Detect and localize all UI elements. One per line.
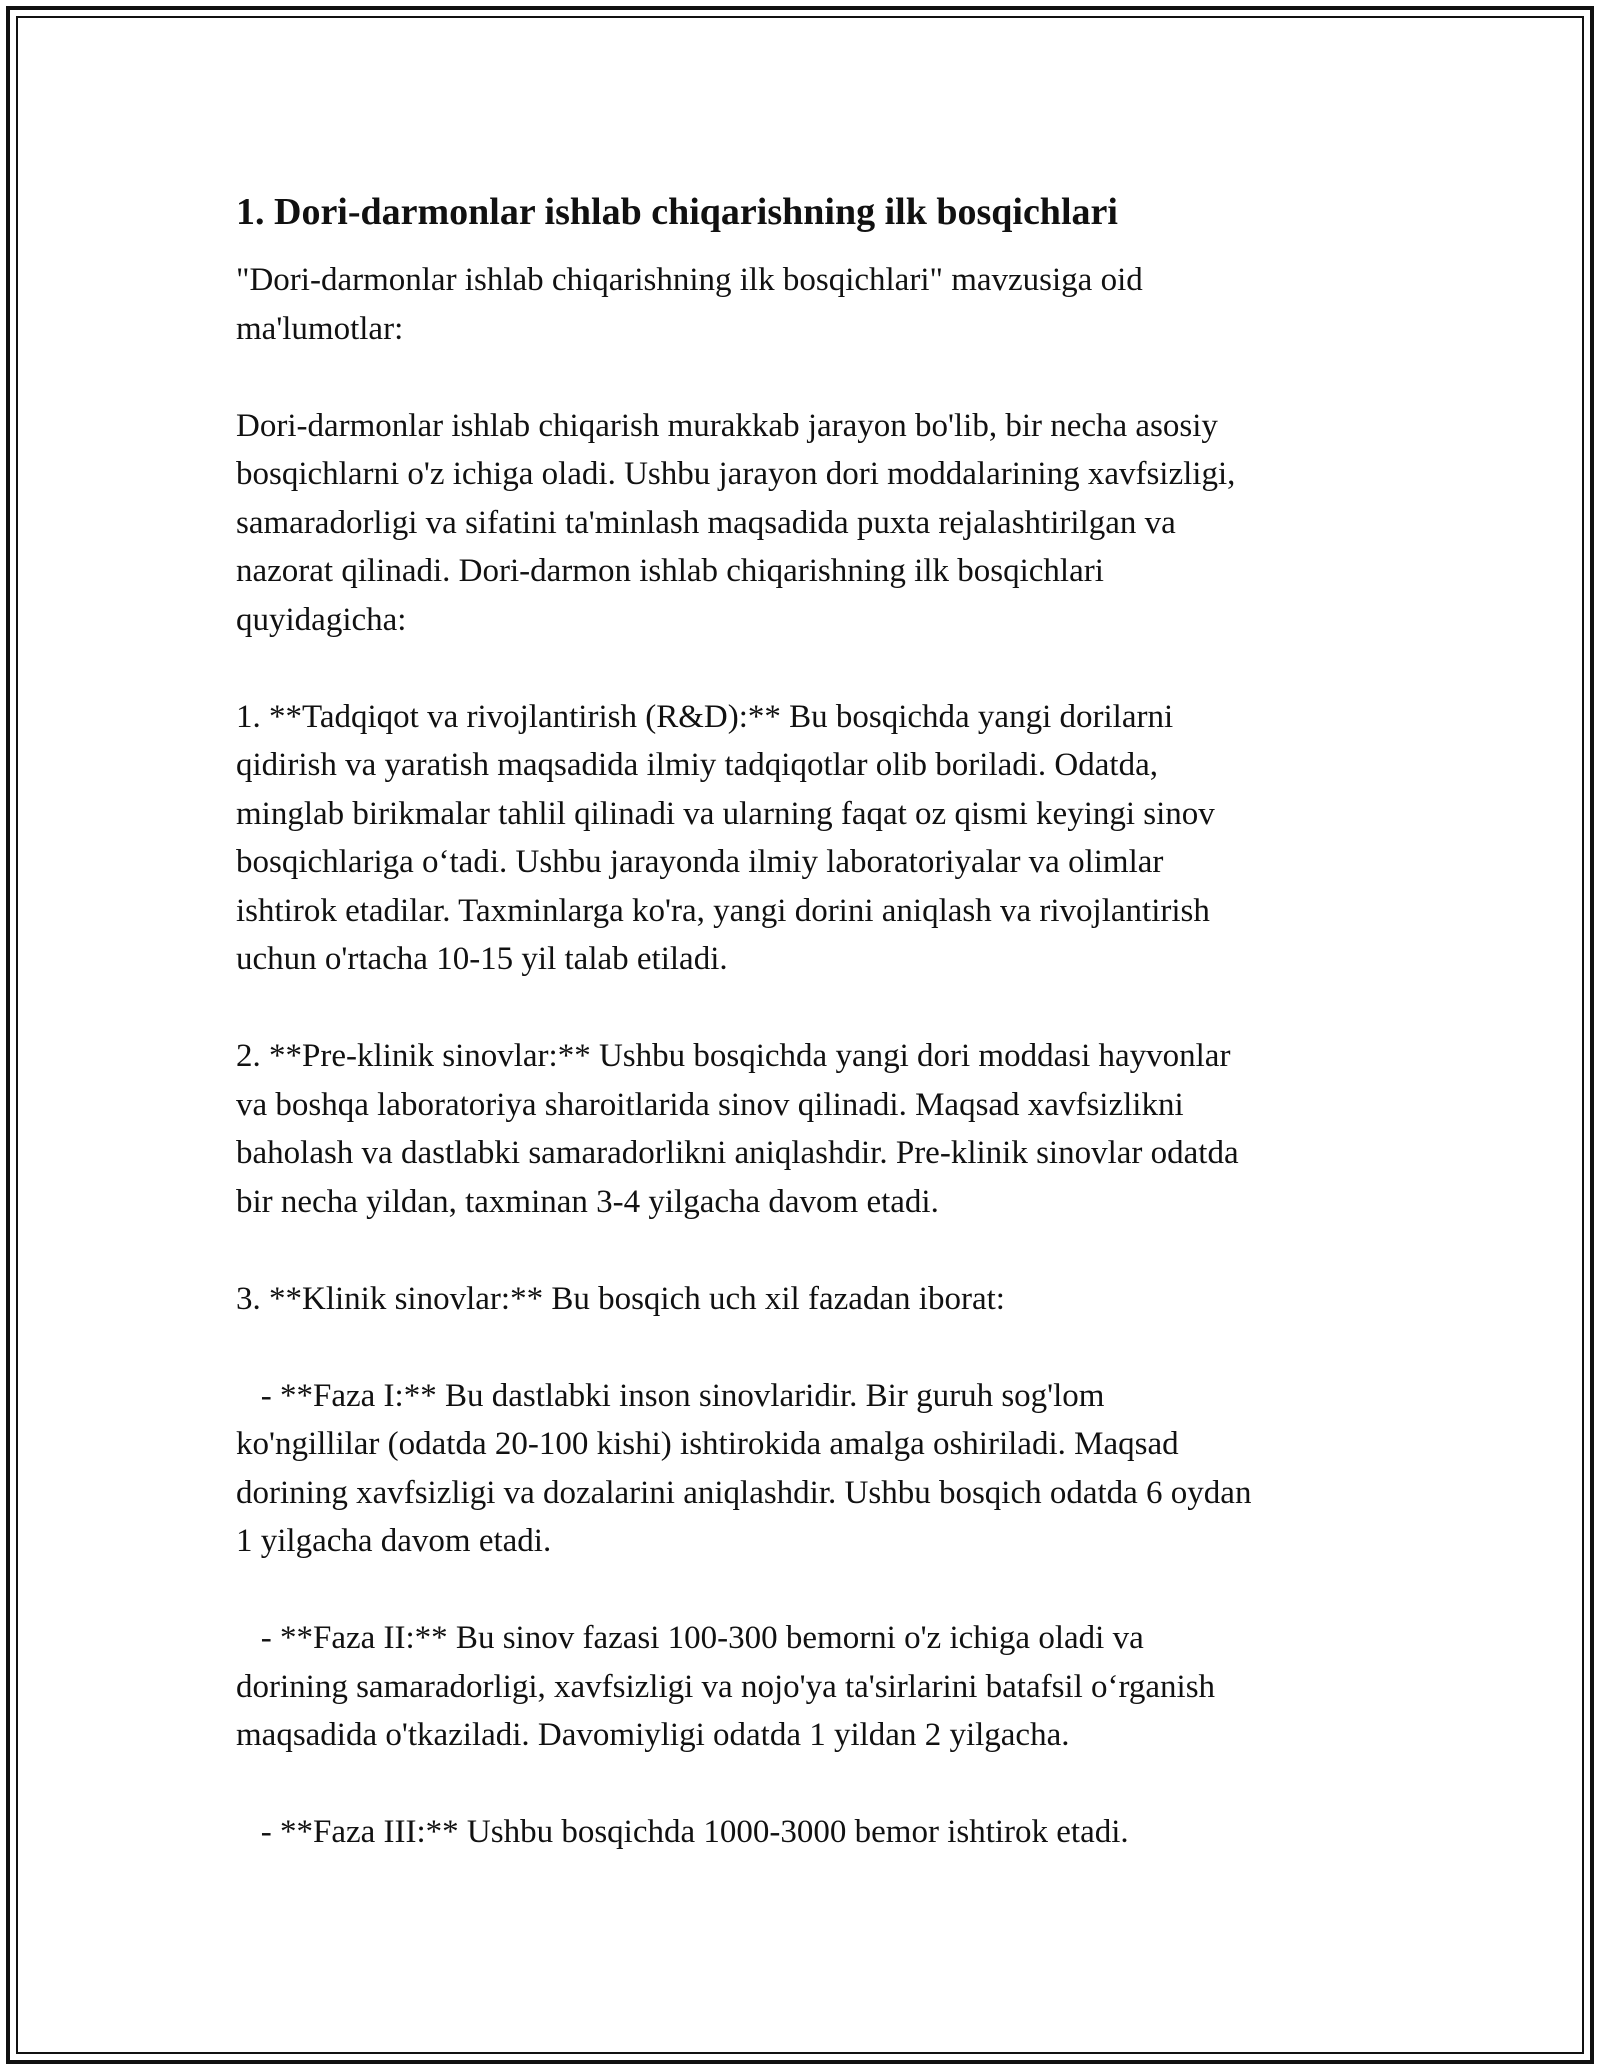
step-clinical-paragraph: 3. **Klinik sinovlar:** Bu bosqich uch xil fazadan iborat: — [236, 1280, 1005, 1317]
paragraph-gap — [236, 1760, 1376, 1809]
paragraph-gap — [236, 644, 1376, 693]
paragraph-gap — [236, 1566, 1376, 1615]
phase-1-paragraph: - **Faza I:** Bu dastlabki inson sinovlaridir. Bir guruh sog'lom ko'ngillilar (odatda 20-100 kishi) ishtirokida amalga oshiriladi. Maqsad dorining xavfsizligi va dozalarini aniqlashdir. Ushbu bosqich odatda 6 oydan 1 yilgacha davom etadi. — [236, 1377, 1252, 1559]
paragraph-gap — [236, 1226, 1376, 1275]
phase-2-paragraph: - **Faza II:** Bu sinov fazasi 100-300 bemorni o'z ichiga oladi va dorining samaradorligi, xavfsizligi va nojo'ya ta'sirlarini batafsil o‘rganish maqsadida o'tkaziladi. Davomiyligi odatda 1 yildan 2 yilgacha. — [236, 1620, 1216, 1753]
intro-paragraph: "Dori-darmonlar ishlab chiqarishning ilk bosqichlari" mavzusiga oid ma'lumotlar: — [236, 262, 1143, 347]
paragraph-gap — [236, 984, 1376, 1033]
paragraph-gap — [236, 1323, 1376, 1372]
phase-3-paragraph: - **Faza III:** Ushbu bosqichda 1000-3000 bemor ishtirok etadi. — [236, 1814, 1129, 1850]
page-title: 1. Dori-darmonlar ishlab chiqarishning ilk bosqichlari — [236, 191, 1118, 233]
document-body — [236, 188, 1376, 1857]
overview-paragraph: Dori-darmonlar ishlab chiqarish murakkab jarayon bo'lib, bir necha asosiy bosqichlarni o'z ichiga oladi. Ushbu jarayon dori moddalarining xavfsizligi, samaradorligi va sifatini ta'minlash maqsadida puxta rejalashtirilgan va nazorat qilinadi. Dori-darmon ishlab chiqarishning ilk bosqichlari quyidagicha: — [236, 407, 1236, 638]
step-preclinical-paragraph: 2. **Pre-klinik sinovlar:** Ushbu bosqichda yangi dori moddasi hayvonlar va boshqa laboratoriya sharoitlarida sinov qilinadi. Maqsad xavfsizlikni baholash va dastlabki samaradorlikni aniqlashdir. Pre-klinik sinovlar odatda bir necha yildan, taxminan 3-4 yilgacha davom etadi. — [236, 1038, 1239, 1220]
step-research-paragraph: 1. **Tadqiqot va rivojlantirish (R&D):** Bu bosqichda yangi dorilarni qidirish va yaratish maqsadida ilmiy tadqiqotlar olib boriladi. Odatda, minglab birikmalar tahlil qilinadi va ularning faqat oz qismi keyingi sinov bosqichlariga o‘tadi. Ushbu jarayonda ilmiy laboratoriyalar va olimlar ishtirok etadilar. Taxminlarga ko'ra, yangi dorini aniqlash va rivojlantirish uchun o'rtacha 10-15 yil talab etiladi. — [236, 698, 1215, 977]
paragraph-gap — [236, 353, 1376, 402]
